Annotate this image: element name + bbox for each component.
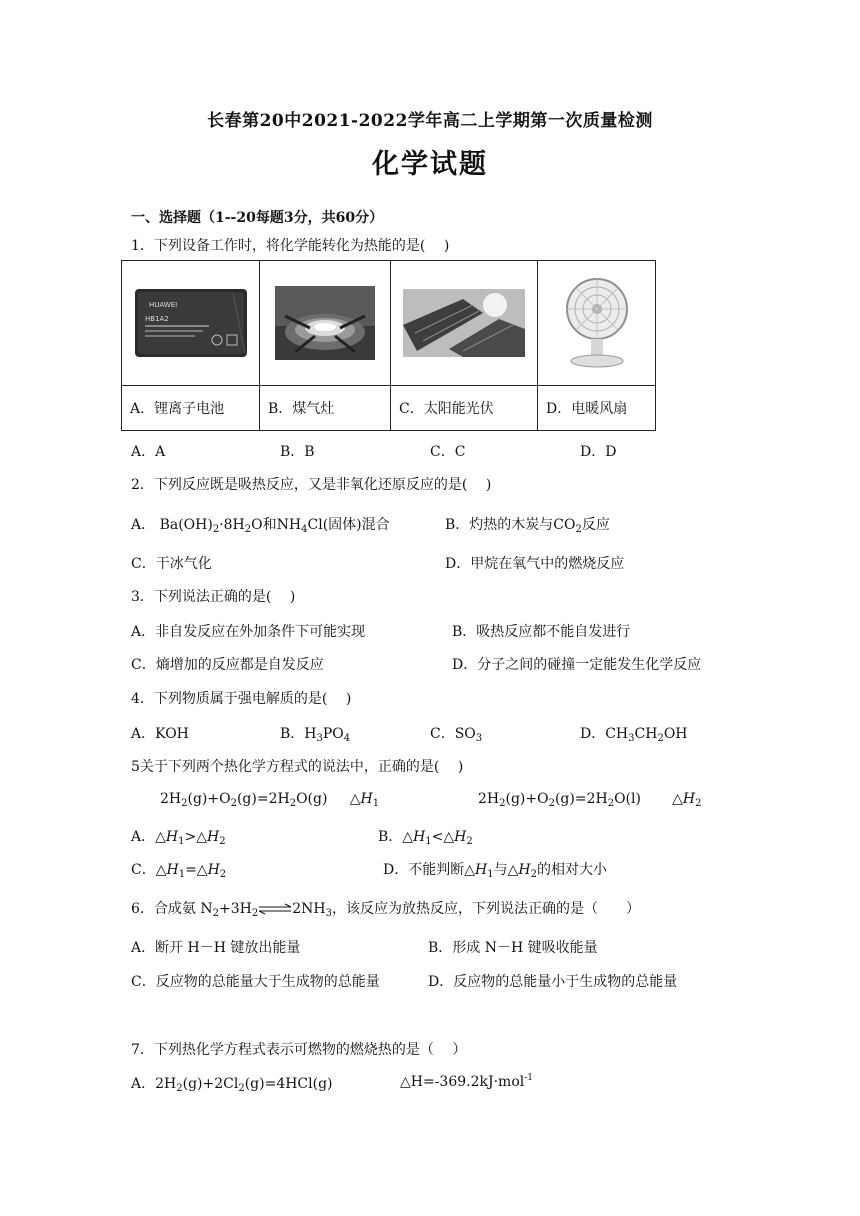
q2-option-a: A． $Ba(OH)_2\cdot 8H_2O$和$NH_4Cl$(固体)混合 [131,517,390,535]
q7-option-a-equation: A．$2H_2(g)+2Cl_2(g)=4HCl(g)$ [131,1076,333,1094]
cell-label-b: B．煤气灶 [260,386,391,431]
q2-option-b: B．灼热的木炭与$CO_2$反应 [445,517,610,535]
q3-option-b: B．吸热反应都不能自发进行 [452,624,631,640]
q1-option-c: C．C [430,444,466,460]
q6-option-d: D．反应物的总能量小于生成物的总能量 [428,974,678,990]
q3-option-d: D．分子之间的碰撞一定能发生化学反应 [452,657,702,673]
q3-option-a: A．非自发反应在外加条件下可能实现 [131,624,366,640]
q5-option-d: D．不能判断$\triangle H_1$与$\triangle H_2$的相对大小 [383,862,607,880]
q6-option-b: B．形成 N－H 键吸收能量 [428,940,598,956]
solar-panel-image [403,289,525,357]
cell-gas-stove [260,261,391,386]
q6-option-a: A．断开 H－H 键放出能量 [131,940,301,956]
q1-option-d: D．D [580,444,617,460]
question-2-stem: 2．下列反应既是吸热反应，又是非氧化还原反应的是( ) [131,477,492,493]
question-7-stem: 7．下列热化学方程式表示可燃物的燃烧热的是（ ） [131,1042,467,1058]
cell-heater [538,261,656,386]
q4-option-b: B．$H_3PO_4$ [280,726,351,744]
q4-option-c: C．$SO_3$ [430,726,483,744]
exam-title: 长春第20中2021-2022学年高二上学期第一次质量检测 [207,111,653,131]
q5-option-b: B．$\triangle H_1<\triangle H_2$ [378,829,473,847]
q2-option-c: C．干冰气化 [131,556,212,572]
cell-label-c: C．太阳能光伏 [391,386,538,431]
q7-option-a-enthalpy: △H=-369.2kJ·mol$^{-1}$ [400,1073,534,1090]
question-6-stem: 6．合成氨 $N_2+3H_2$ $2NH_3$，该反应为放热反应，下列说法正确的是（ ） [131,901,640,919]
subject-title: 化学试题 [372,149,488,180]
q1-option-a: A．A [131,444,166,460]
q4-option-d: D．$CH_3CH_2OH$ [580,726,688,744]
battery-brand: HUAWEI [148,301,177,309]
q1-option-b: B．B [280,444,315,460]
cell-label-a: A．锂离子电池 [122,386,260,431]
section-title: 一、选择题（1--20每题3分，共60分） [131,210,384,226]
cell-battery [122,261,260,386]
q5-option-a: A．$\triangle H_1>\triangle H_2$ [131,829,226,847]
equilibrium-arrow-icon [258,903,292,915]
question-1-table [121,260,656,431]
q5-equation-1: $2H_2(g)+O_2(g)=2H_2O(g)$ $\triangle H_1$ [160,791,380,809]
battery-model: HB1A2 [144,315,169,323]
q2-option-d: D．甲烷在氧气中的燃烧反应 [445,556,625,572]
question-1-stem: 1．下列设备工作时，将化学能转化为热能的是( ) [131,238,450,254]
question-3-stem: 3．下列说法正确的是( ) [131,589,296,605]
q5-option-c: C．$\triangle H_1=\triangle H_2$ [131,862,227,880]
q5-equation-2: $2H_2(g)+O_2(g)=2H_2O(l)$ $\triangle H_2$ [478,791,702,809]
q3-option-c: C．熵增加的反应都是自发反应 [131,657,324,673]
cell-label-d: D．电暖风扇 [538,386,656,431]
battery-image [133,285,249,361]
electric-heater-image [557,275,637,371]
question-5-stem: 5关于下列两个热化学方程式的说法中，正确的是( ) [131,759,464,775]
cell-solar-panel [391,261,538,386]
question-4-stem: 4．下列物质属于强电解质的是( ) [131,691,352,707]
q4-option-a: A．KOH [131,726,189,742]
gas-stove-image [275,286,375,360]
q6-option-c: C．反应物的总能量大于生成物的总能量 [131,974,380,990]
